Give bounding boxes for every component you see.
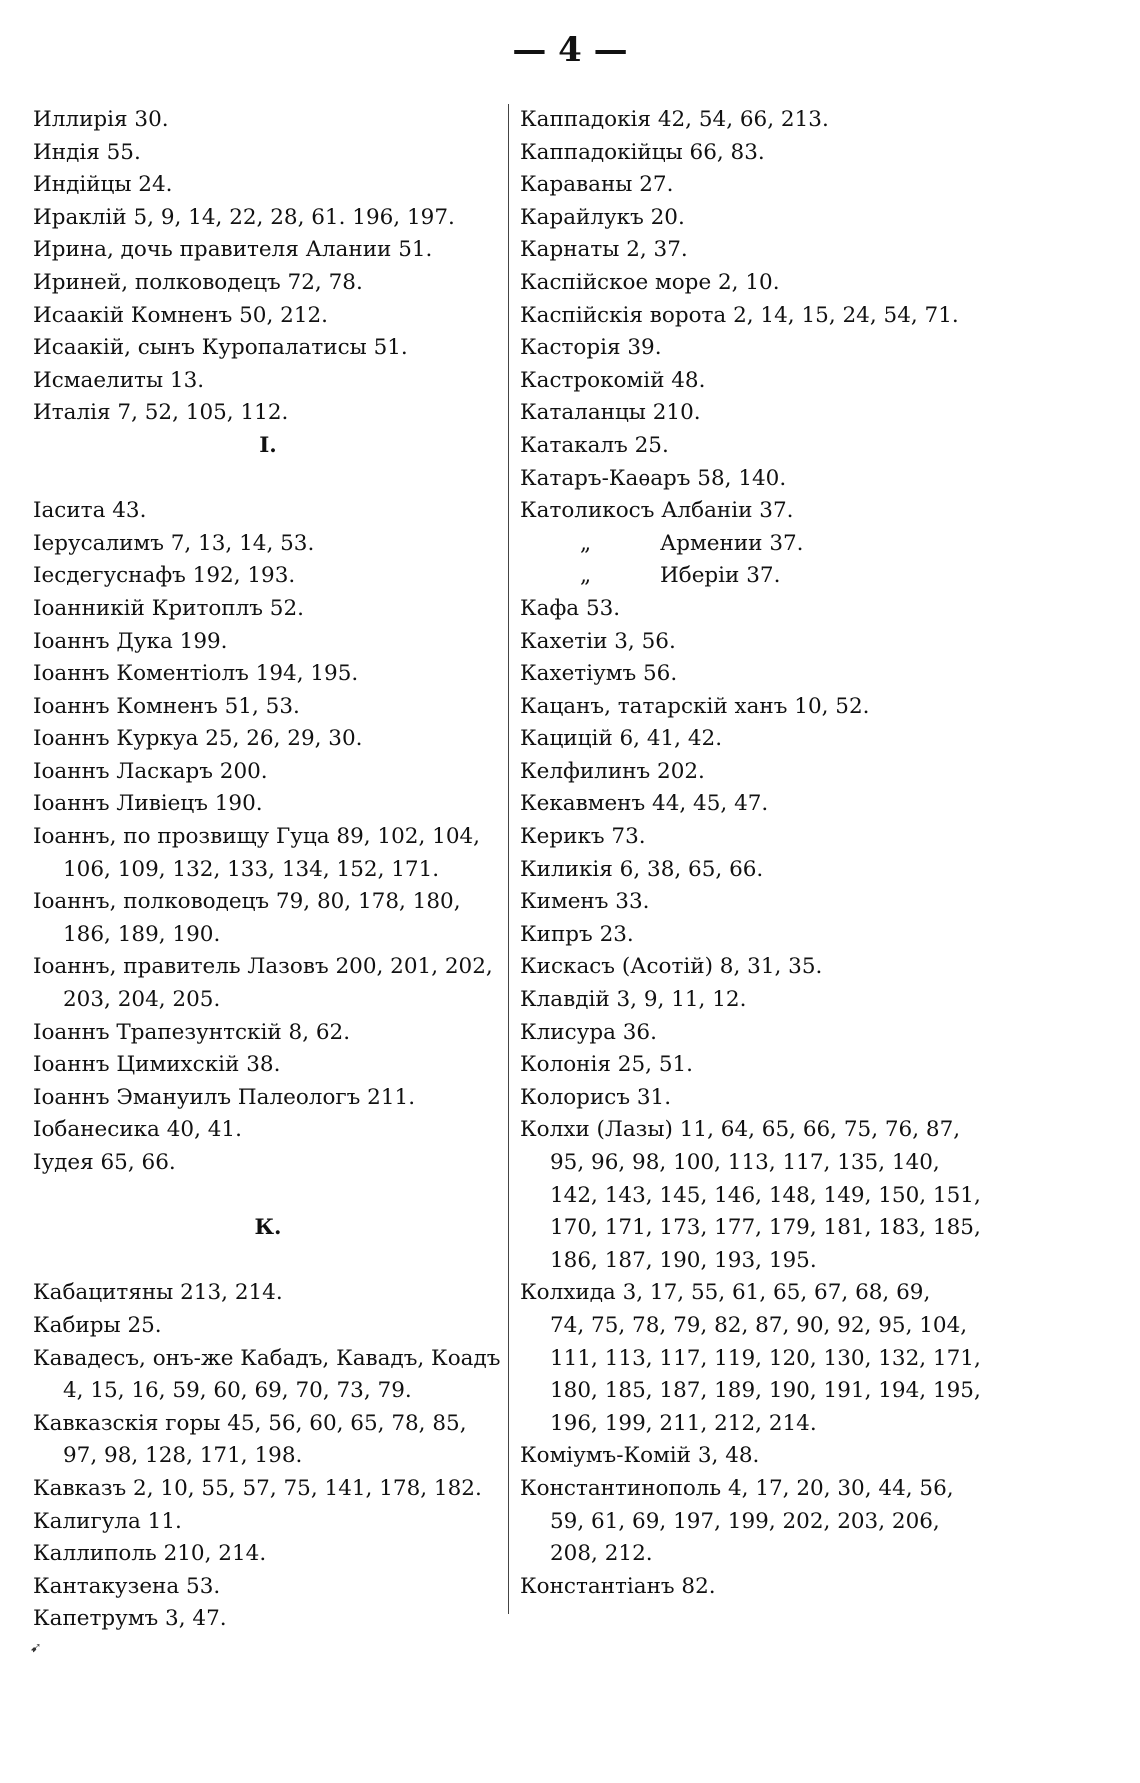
- index-entry: Калигула 11.: [33, 1508, 182, 1534]
- index-entry: Киликія 6, 38, 65, 66.: [520, 856, 764, 882]
- section-letter-k: К.: [254, 1215, 282, 1241]
- index-entry: Колорисъ 31.: [520, 1084, 672, 1110]
- index-entry-continuation: 74, 75, 78, 79, 82, 87, 90, 92, 95, 104,: [550, 1312, 968, 1338]
- index-entry: Іоаннъ Трапезунтскій 8, 62.: [33, 1019, 351, 1045]
- index-entry: Іасита 43.: [33, 498, 147, 524]
- index-entry-continuation: 180, 185, 187, 189, 190, 191, 194, 195,: [550, 1378, 981, 1404]
- index-entry: Кименъ 33.: [520, 889, 650, 915]
- index-entry: Кацицій 6, 41, 42.: [520, 726, 723, 752]
- index-entry: Іоаннъ Комненъ 51, 53.: [33, 693, 300, 719]
- index-entry: Кавказскія горы 45, 56, 60, 65, 78, 85,: [33, 1410, 467, 1436]
- index-entry-continuation: 203, 204, 205.: [63, 987, 221, 1013]
- index-entry: Іоаннъ, правитель Лазовъ 200, 201, 202,: [33, 954, 493, 980]
- index-entry: Колонія 25, 51.: [520, 1052, 694, 1078]
- index-entry: Каллиполь 210, 214.: [33, 1541, 267, 1567]
- ditto-mark: „: [580, 563, 592, 589]
- index-entry: Кахетіи 3, 56.: [520, 628, 676, 654]
- index-entry: Іоаннъ, по прозвищу Гуца 89, 102, 104,: [33, 824, 481, 850]
- index-entry: Іоаннъ Дука 199.: [33, 628, 228, 654]
- index-entry: Іоаннъ Ливіецъ 190.: [33, 791, 263, 817]
- index-entry: Каспійское море 2, 10.: [520, 269, 780, 295]
- index-entry: Кафа 53.: [520, 595, 621, 621]
- index-entry-continuation: 196, 199, 211, 212, 214.: [550, 1410, 817, 1436]
- index-subentry: [520, 528, 1020, 561]
- index-entry: Иллирія 30.: [33, 107, 169, 132]
- index-entry-continuation: 186, 187, 190, 193, 195.: [550, 1247, 817, 1273]
- index-entry-continuation: 111, 113, 117, 119, 120, 130, 132, 171,: [550, 1345, 981, 1371]
- index-entry: Кабацитяны 213, 214.: [33, 1280, 283, 1306]
- index-entry: Каппадокія 42, 54, 66, 213.: [520, 107, 829, 132]
- index-entry-continuation: 186, 189, 190.: [63, 921, 221, 947]
- index-entry-continuation: 95, 96, 98, 100, 113, 117, 135, 140,: [550, 1150, 940, 1175]
- index-entry: Кипръ 23.: [520, 921, 634, 947]
- index-entry: Іоаннъ Ласкаръ 200.: [33, 758, 268, 784]
- index-entry: Кекавменъ 44, 45, 47.: [520, 791, 769, 817]
- index-entry: Іесдегуснафъ 192, 193.: [33, 563, 296, 589]
- subentry-text: Иберіи 37.: [660, 563, 781, 589]
- index-entry: Католикосъ Албаніи 37.: [520, 498, 794, 524]
- index-entry: Кискасъ (Асотій) 8, 31, 35.: [520, 954, 823, 980]
- index-entry: Іоаннъ Цимихскій 38.: [33, 1052, 281, 1078]
- index-entry: Кантакузена 53.: [33, 1573, 221, 1599]
- index-entry: Каппадокійцы 66, 83.: [520, 139, 765, 165]
- left-column: [33, 104, 503, 1636]
- subentry-text: Армении 37.: [660, 530, 804, 556]
- index-entry: Капетрумъ 3, 47.: [33, 1606, 227, 1632]
- index-entry: Іоаннъ Эмануилъ Палеологъ 211.: [33, 1084, 416, 1110]
- index-entry: Исаакій Комненъ 50, 212.: [33, 302, 329, 328]
- index-entry-continuation: 4, 15, 16, 59, 60, 69, 70, 73, 79.: [63, 1378, 412, 1404]
- index-entry: Іоаннъ Куркуа 25, 26, 29, 30.: [33, 726, 363, 752]
- index-entry: Константіанъ 82.: [520, 1573, 716, 1599]
- index-entry: Колхи (Лазы) 11, 64, 65, 66, 75, 76, 87,: [520, 1117, 961, 1143]
- index-entry: Клисура 36.: [520, 1019, 657, 1045]
- index-entry: Карайлукъ 20.: [520, 204, 685, 230]
- index-entry: Кацанъ, татарскій ханъ 10, 52.: [520, 693, 870, 719]
- index-entry: Ирина, дочь правителя Алании 51.: [33, 237, 433, 263]
- index-entry: Исаакій, сынъ Куропалатисы 51.: [33, 335, 408, 361]
- index-subentry: [520, 560, 1020, 593]
- page-number: — 4 —: [512, 30, 628, 70]
- index-entry: Кабиры 25.: [33, 1312, 162, 1338]
- index-entry: Іоаннъ, полководецъ 79, 80, 178, 180,: [33, 889, 461, 915]
- index-entry: Касторія 39.: [520, 335, 662, 361]
- index-entry: Іерусалимъ 7, 13, 14, 53.: [33, 530, 315, 556]
- index-entry-continuation: 142, 143, 145, 146, 148, 149, 150, 151,: [550, 1182, 981, 1208]
- spacer: [33, 1180, 503, 1213]
- index-entry: Іоаннъ Коментіолъ 194, 195.: [33, 661, 359, 687]
- index-entry: Іудея 65, 66.: [33, 1150, 176, 1175]
- index-entry: Іобанесика 40, 41.: [33, 1117, 242, 1143]
- index-entry: Индія 55.: [33, 139, 141, 165]
- index-entry: Катаръ-Каѳаръ 58, 140.: [520, 465, 787, 491]
- index-entry: Индійцы 24.: [33, 172, 173, 198]
- index-entry: Катакалъ 25.: [520, 432, 669, 458]
- index-entry: Керикъ 73.: [520, 824, 646, 850]
- index-entry: Ириней, полководецъ 72, 78.: [33, 269, 363, 295]
- index-entry: Исмаелиты 13.: [33, 367, 205, 393]
- index-entry-continuation: 208, 212.: [550, 1541, 653, 1567]
- index-entry: Каталанцы 210.: [520, 400, 701, 426]
- index-entry: Іоанникій Критоплъ 52.: [33, 595, 304, 621]
- index-entry-continuation: 106, 109, 132, 133, 134, 152, 171.: [63, 856, 440, 882]
- column-divider: [508, 104, 509, 1614]
- section-letter-i: I.: [259, 432, 277, 458]
- index-entry-continuation: 97, 98, 128, 171, 198.: [63, 1443, 303, 1469]
- index-entry: Кавказъ 2, 10, 55, 57, 75, 141, 178, 182.: [33, 1475, 482, 1501]
- index-entry: Караваны 27.: [520, 172, 674, 198]
- margin-mark: ➹: [30, 1640, 42, 1656]
- index-entry: Кахетіумъ 56.: [520, 661, 678, 687]
- index-entry: Колхида 3, 17, 55, 61, 65, 67, 68, 69,: [520, 1280, 931, 1306]
- right-column: [520, 104, 1020, 1603]
- index-entry: Италія 7, 52, 105, 112.: [33, 400, 289, 426]
- index-entry: Каспійскія ворота 2, 14, 15, 24, 54, 71.: [520, 302, 959, 328]
- index-entry: Кавадесъ, онъ-же Кабадъ, Кавадъ, Коадъ: [33, 1345, 501, 1371]
- index-entry: Келфилинъ 202.: [520, 758, 705, 784]
- index-entry: Ираклій 5, 9, 14, 22, 28, 61. 196, 197.: [33, 204, 455, 230]
- index-entry: Клавдій 3, 9, 11, 12.: [520, 987, 747, 1013]
- index-entry: Константинополь 4, 17, 20, 30, 44, 56,: [520, 1475, 954, 1501]
- spacer: [33, 1245, 503, 1278]
- index-entry: Коміумъ-Комій 3, 48.: [520, 1443, 760, 1469]
- index-entry: Кастрокомій 48.: [520, 367, 706, 393]
- ditto-mark: „: [580, 530, 592, 556]
- index-entry: Карнаты 2, 37.: [520, 237, 688, 263]
- spacer: [33, 463, 503, 496]
- index-entry-continuation: 59, 61, 69, 197, 199, 202, 203, 206,: [550, 1508, 940, 1534]
- index-entry-continuation: 170, 171, 173, 177, 179, 181, 183, 185,: [550, 1215, 981, 1241]
